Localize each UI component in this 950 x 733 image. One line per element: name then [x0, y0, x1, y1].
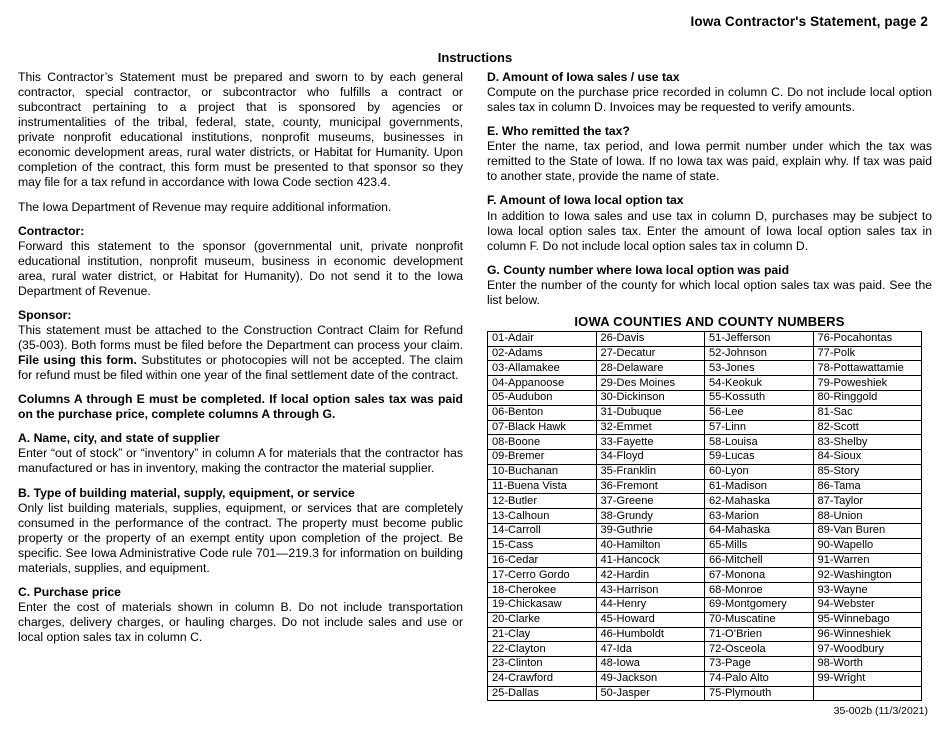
- county-cell: 19-Chickasaw: [488, 597, 597, 612]
- county-cell: 76-Pocahontas: [813, 331, 922, 346]
- county-cell: 30-Dickinson: [596, 391, 705, 406]
- county-cell: 46-Humboldt: [596, 627, 705, 642]
- county-cell: 68-Monroe: [705, 583, 814, 598]
- county-cell: 02-Adams: [488, 346, 597, 361]
- county-cell: 33-Fayette: [596, 435, 705, 450]
- county-cell: 24-Crawford: [488, 671, 597, 686]
- section-g-heading: G. County number where Iowa local option was paid: [487, 262, 790, 277]
- table-row: [488, 479, 922, 494]
- section-e-text: Enter the name, tax period, and Iowa permit number under which the tax was remitted to the State of Iowa. If no Iowa tax was paid, explain why. If tax was paid to another state, provide the name of state.: [487, 139, 932, 184]
- county-cell: 13-Calhoun: [488, 509, 597, 524]
- county-cell: 60-Lyon: [705, 464, 814, 479]
- county-cell: 66-Mitchell: [705, 553, 814, 568]
- table-row: [488, 435, 922, 450]
- table-row: [488, 331, 922, 346]
- table-row: [488, 538, 922, 553]
- intro-paragraph: This Contractor’s Statement must be prepared and sworn to by each general contractor, special contractor, or subcontractor who fulfills a contract or subcontract pertaining to a project that is sponsored by agencies or instrumentalities of the tribal, federal, state, county, municipal governments, private nonprofit educational institutions, nonprofit museums, businesses in economic development areas, rural water districts, or Habitat for Humanity. Upon completion of the contract, this form must be presented to that sponsor so they may file for a tax refund in accordance with Iowa Code section 423.4.: [18, 70, 463, 190]
- county-cell: 90-Wapello: [813, 538, 922, 553]
- county-cell: 01-Adair: [488, 331, 597, 346]
- county-cell: 26-Davis: [596, 331, 705, 346]
- county-cell: 54-Keokuk: [705, 376, 814, 391]
- table-row: [488, 657, 922, 672]
- county-cell: 62-Mahaska: [705, 494, 814, 509]
- contractor-paragraph: Forward this statement to the sponsor (governmental unit, private nonprofit educational institution, nonprofit museum, business in economic development area, rural water district, or Habitat for Humanity). Do not send it to the Iowa Department of Revenue.: [18, 238, 463, 298]
- county-cell: 45-Howard: [596, 612, 705, 627]
- county-cell: 89-Van Buren: [813, 524, 922, 539]
- county-cell: 51-Jefferson: [705, 331, 814, 346]
- form-number-footer: 35-002b (11/3/2021): [833, 705, 928, 717]
- table-row: [488, 420, 922, 435]
- table-row: [488, 509, 922, 524]
- county-cell: 57-Linn: [705, 420, 814, 435]
- sponsor-paragraph-emphasis: File using this form.: [18, 353, 137, 368]
- county-cell: 78-Pottawattamie: [813, 361, 922, 376]
- table-row: [488, 376, 922, 391]
- county-cell: 29-Des Moines: [596, 376, 705, 391]
- county-cell: 58-Louisa: [705, 435, 814, 450]
- county-cell: 38-Grundy: [596, 509, 705, 524]
- county-cell: 04-Appanoose: [488, 376, 597, 391]
- county-cell: 59-Lucas: [705, 450, 814, 465]
- county-cell: 86-Tama: [813, 479, 922, 494]
- county-cell: 05-Audubon: [488, 391, 597, 406]
- section-b-heading: B. Type of building material, supply, equipment, or service: [18, 485, 355, 500]
- table-row: [488, 361, 922, 376]
- county-cell: 44-Henry: [596, 597, 705, 612]
- county-cell: 84-Sioux: [813, 450, 922, 465]
- county-cell: 23-Clinton: [488, 657, 597, 672]
- county-cell: 36-Fremont: [596, 479, 705, 494]
- county-cell: 74-Palo Alto: [705, 671, 814, 686]
- county-cell: 11-Buena Vista: [488, 479, 597, 494]
- county-cell: 87-Taylor: [813, 494, 922, 509]
- page-title: Iowa Contractor's Statement, page 2: [690, 14, 928, 29]
- sponsor-paragraph-part2: Substitutes or photocopies will not be accepted. The claim for refund must be filed within one year of the final settlement date of the contract.: [18, 353, 463, 383]
- counties-table-title: IOWA COUNTIES AND COUNTY NUMBERS: [574, 313, 845, 329]
- county-cell: 12-Butler: [488, 494, 597, 509]
- table-row: [488, 597, 922, 612]
- table-row: [488, 405, 922, 420]
- section-c-text: Enter the cost of materials shown in column B. Do not include transportation charges, delivery charges, or hauling charges. Do not include sales and use or local option sales tax in column C.: [18, 599, 463, 645]
- county-cell: 82-Scott: [813, 420, 922, 435]
- county-cell: 09-Bremer: [488, 450, 597, 465]
- county-cell: 81-Sac: [813, 405, 922, 420]
- county-cell: 88-Union: [813, 509, 922, 524]
- county-cell: 42-Hardin: [596, 568, 705, 583]
- table-row: [488, 346, 922, 361]
- county-cell: 03-Allamakee: [488, 361, 597, 376]
- county-cell: 79-Poweshiek: [813, 376, 922, 391]
- county-cell: 98-Worth: [813, 657, 922, 672]
- two-column-body: [18, 70, 932, 701]
- county-cell: 14-Carroll: [488, 524, 597, 539]
- county-cell: 94-Webster: [813, 597, 922, 612]
- section-d-text: Compute on the purchase price recorded in column C. Do not include local option sales tax in column D. Invoices may be requested to verify amounts.: [487, 85, 932, 115]
- county-cell: 22-Clayton: [488, 642, 597, 657]
- county-cell: 16-Cedar: [488, 553, 597, 568]
- county-cell: [813, 686, 922, 701]
- table-row: [488, 494, 922, 509]
- table-row: [488, 391, 922, 406]
- county-cell: 77-Polk: [813, 346, 922, 361]
- county-cell: 20-Clarke: [488, 612, 597, 627]
- sponsor-paragraph-part1: This statement must be attached to the Construction Contract Claim for Refund (35-003). Both forms must be filed before the Department can process your claim.: [18, 322, 463, 352]
- county-cell: 73-Page: [705, 657, 814, 672]
- sponsor-heading: Sponsor:: [18, 307, 72, 322]
- county-cell: 67-Monona: [705, 568, 814, 583]
- county-cell: 55-Kossuth: [705, 391, 814, 406]
- right-column: [487, 70, 932, 701]
- county-cell: 39-Guthrie: [596, 524, 705, 539]
- section-f-text: In addition to Iowa sales and use tax in column D, purchases may be subject to Iowa local option sales tax. Enter the amount of Iowa local option sales tax in column F. Do not include local option sales tax in column D.: [487, 208, 932, 253]
- county-cell: 43-Harrison: [596, 583, 705, 598]
- county-cell: 27-Decatur: [596, 346, 705, 361]
- table-row: [488, 553, 922, 568]
- county-cell: 72-Osceola: [705, 642, 814, 657]
- instructions-heading: Instructions: [437, 50, 513, 65]
- table-row: [488, 450, 922, 465]
- county-cell: 96-Winneshiek: [813, 627, 922, 642]
- county-cell: 83-Shelby: [813, 435, 922, 450]
- county-cell: 17-Cerro Gordo: [488, 568, 597, 583]
- county-cell: 49-Jackson: [596, 671, 705, 686]
- county-cell: 75-Plymouth: [705, 686, 814, 701]
- section-d-heading: D. Amount of Iowa sales / use tax: [487, 70, 680, 84]
- table-row: [488, 524, 922, 539]
- section-a-heading: A. Name, city, and state of supplier: [18, 431, 220, 446]
- county-cell: 71-O’Brien: [705, 627, 814, 642]
- county-cell: 91-Warren: [813, 553, 922, 568]
- county-cell: 52-Johnson: [705, 346, 814, 361]
- section-f-heading: F. Amount of Iowa local option tax: [487, 193, 684, 208]
- additional-information-paragraph: The Iowa Department of Revenue may require additional information.: [18, 199, 392, 214]
- county-cell: 21-Clay: [488, 627, 597, 642]
- table-row: [488, 464, 922, 479]
- county-cell: 28-Delaware: [596, 361, 705, 376]
- county-cell: 61-Madison: [705, 479, 814, 494]
- county-cell: 41-Hancock: [596, 553, 705, 568]
- county-cell: 99-Wright: [813, 671, 922, 686]
- county-cell: 50-Jasper: [596, 686, 705, 701]
- county-cell: 15-Cass: [488, 538, 597, 553]
- county-cell: 92-Washington: [813, 568, 922, 583]
- county-cell: 53-Jones: [705, 361, 814, 376]
- county-cell: 95-Winnebago: [813, 612, 922, 627]
- left-column: [18, 70, 463, 701]
- county-cell: 34-Floyd: [596, 450, 705, 465]
- county-cell: 48-Iowa: [596, 657, 705, 672]
- table-row: [488, 686, 922, 701]
- section-e-heading: E. Who remitted the tax?: [487, 124, 630, 139]
- contractor-heading: Contractor:: [18, 223, 85, 238]
- county-cell: 35-Franklin: [596, 464, 705, 479]
- county-cell: 32-Emmet: [596, 420, 705, 435]
- county-cell: 10-Buchanan: [488, 464, 597, 479]
- county-cell: 70-Muscatine: [705, 612, 814, 627]
- section-a-text: Enter “out of stock” or “inventory” in column A for materials that the contractor has manufactured or has in inventory, making the contractor the material supplier.: [18, 446, 463, 476]
- county-cell: 69-Montgomery: [705, 597, 814, 612]
- county-cell: 40-Hamilton: [596, 538, 705, 553]
- section-b-text: Only list building materials, supplies, equipment, or services that are completely consumed in the performance of the contract. The property must become public property or the property of an exempt entity upon completion of the project. Be specific. See Iowa Administrative Code rule 701—219.3 for information on building materials, supplies, and equipment.: [18, 500, 463, 575]
- county-cell: 97-Woodbury: [813, 642, 922, 657]
- county-cell: 25-Dallas: [488, 686, 597, 701]
- table-row: [488, 568, 922, 583]
- county-cell: 65-Mills: [705, 538, 814, 553]
- county-cell: 64-Mahaska: [705, 524, 814, 539]
- table-row: [488, 627, 922, 642]
- section-c-heading: C. Purchase price: [18, 584, 121, 599]
- county-cell: 07-Black Hawk: [488, 420, 597, 435]
- county-cell: 56-Lee: [705, 405, 814, 420]
- table-row: [488, 642, 922, 657]
- counties-table-body: [488, 331, 922, 701]
- table-row: [488, 671, 922, 686]
- county-cell: 18-Cherokee: [488, 583, 597, 598]
- sponsor-paragraph: [18, 323, 463, 383]
- county-cell: 31-Dubuque: [596, 405, 705, 420]
- county-cell: 93-Wayne: [813, 583, 922, 598]
- county-cell: 37-Greene: [596, 494, 705, 509]
- county-cell: 06-Benton: [488, 405, 597, 420]
- county-cell: 08-Boone: [488, 435, 597, 450]
- counties-table: [487, 331, 922, 702]
- county-cell: 63-Marion: [705, 509, 814, 524]
- section-g-text: Enter the number of the county for which local option sales tax was paid. See the list below.: [487, 277, 932, 307]
- county-cell: 47-Ida: [596, 642, 705, 657]
- table-row: [488, 583, 922, 598]
- county-cell: 80-Ringgold: [813, 391, 922, 406]
- columns-completion-notice: Columns A through E must be completed. If local option sales tax was paid on the purchase price, complete columns A through G.: [18, 392, 463, 422]
- table-row: [488, 612, 922, 627]
- county-cell: 85-Story: [813, 464, 922, 479]
